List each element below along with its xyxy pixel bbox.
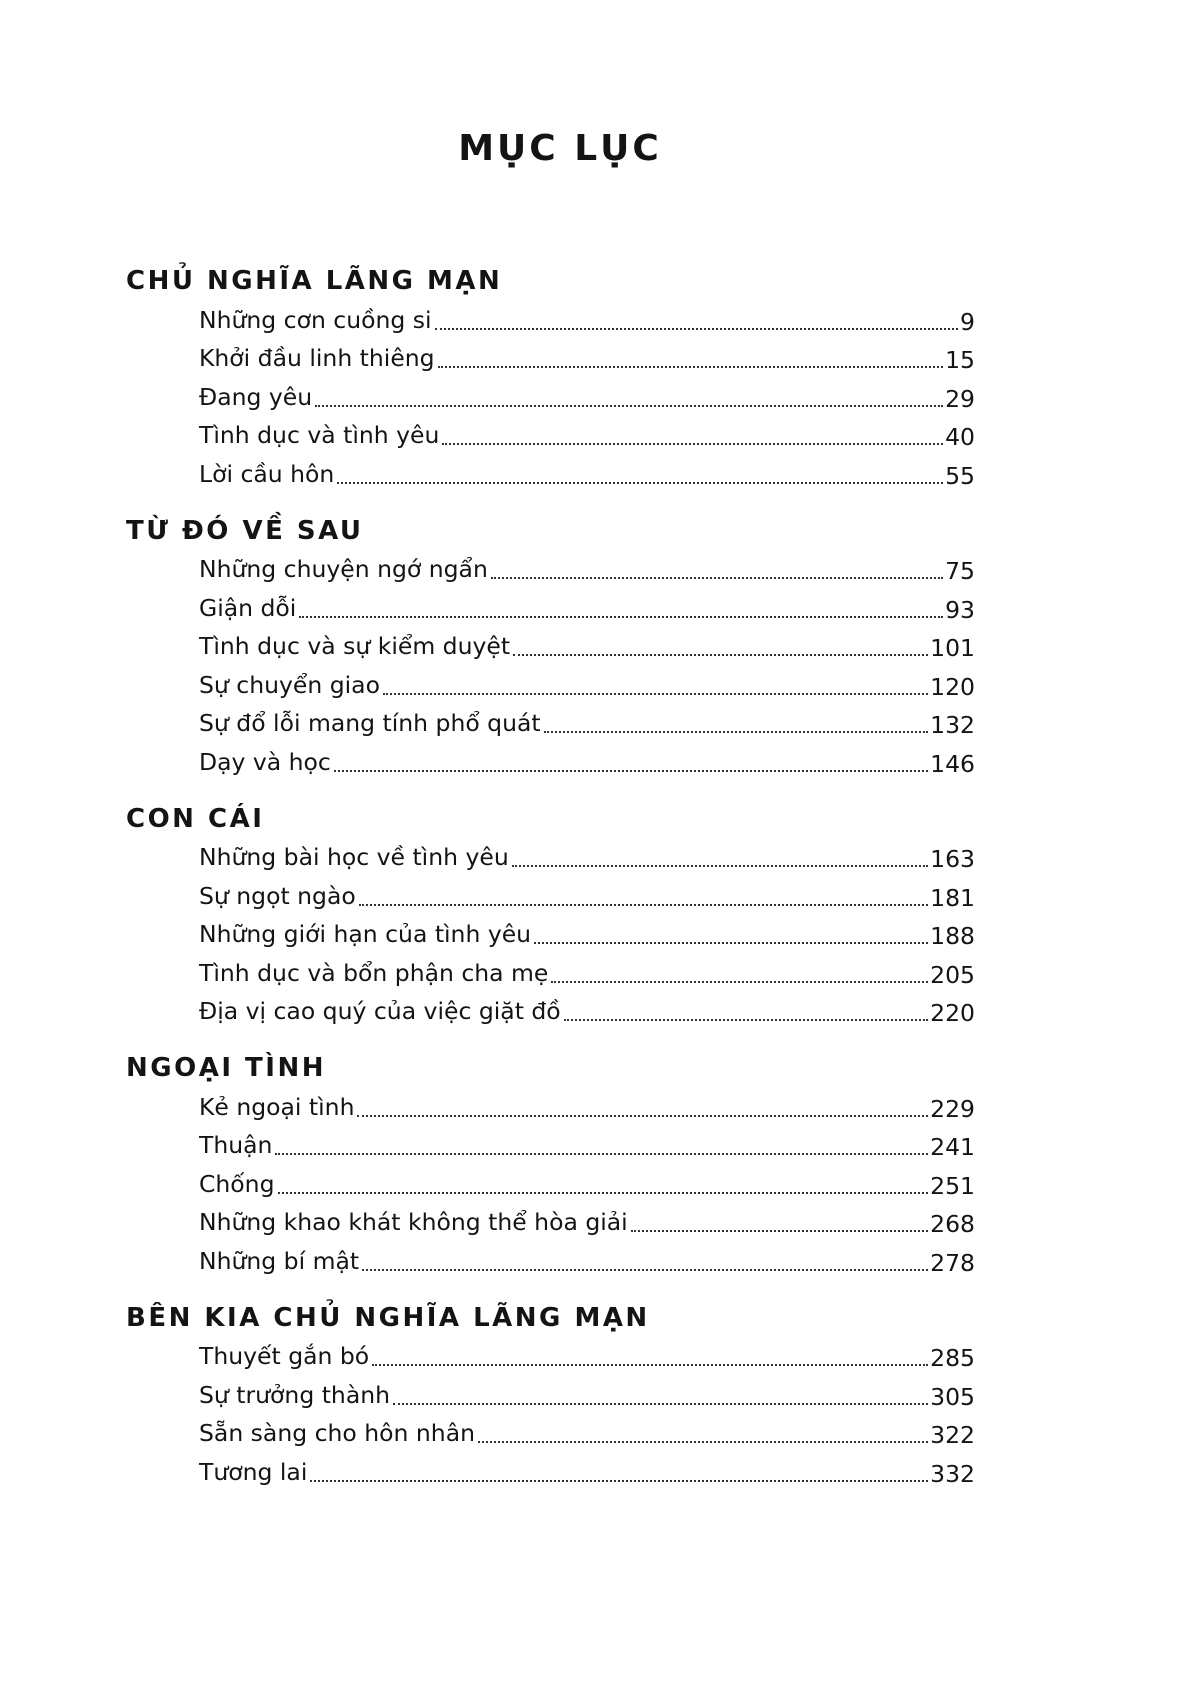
dot-leader — [357, 1115, 928, 1117]
toc-entry[interactable] — [199, 914, 975, 953]
entry-title: Khởi đầu linh thiêng — [199, 344, 435, 372]
toc-entry[interactable] — [199, 875, 975, 914]
entry-title: Giận dỗi — [199, 593, 297, 622]
toc-entry[interactable] — [199, 837, 975, 876]
toc-entry[interactable] — [199, 626, 975, 665]
dot-leader — [278, 1192, 929, 1194]
dot-leader — [534, 942, 928, 944]
toc-section — [126, 514, 976, 780]
toc-entry[interactable] — [199, 1240, 975, 1279]
toc-entry[interactable] — [199, 587, 975, 626]
entry-page-number: 229 — [930, 1094, 975, 1123]
entry-title: Tình dục và tình yêu — [199, 421, 440, 449]
entry-page-number: 181 — [930, 883, 975, 912]
entry-page-number: 40 — [945, 423, 975, 451]
toc-entry[interactable] — [199, 1086, 975, 1125]
dot-leader — [359, 904, 928, 906]
entry-title: Lời cầu hôn — [199, 459, 335, 488]
toc-section — [126, 1301, 976, 1490]
toc-entry[interactable] — [199, 741, 975, 780]
entry-title: Đang yêu — [199, 382, 313, 411]
entry-page-number: 101 — [930, 634, 975, 662]
dot-leader — [310, 1480, 928, 1482]
dot-leader — [393, 1403, 928, 1405]
entry-title: Những bài học về tình yêu — [199, 843, 509, 871]
entry-page-number: 322 — [930, 1421, 975, 1449]
dot-leader — [315, 405, 943, 407]
dot-leader — [551, 981, 928, 983]
entry-page-number: 146 — [930, 749, 975, 778]
toc-entry[interactable] — [199, 1374, 975, 1413]
section-title: NGOẠI TÌNH — [126, 1053, 326, 1083]
toc-entry[interactable] — [199, 1336, 975, 1375]
entry-page-number: 93 — [945, 595, 975, 624]
section-title: CON CÁI — [126, 803, 265, 834]
entry-page-number: 120 — [930, 672, 975, 701]
dot-leader — [299, 616, 943, 618]
toc-entry[interactable] — [199, 299, 975, 338]
toc-entry[interactable] — [199, 952, 975, 991]
entry-page-number: 241 — [930, 1133, 975, 1161]
entry-page-number: 305 — [930, 1382, 975, 1411]
entry-title: Kẻ ngoại tình — [199, 1092, 355, 1121]
toc-entry[interactable] — [199, 1163, 975, 1202]
toc-entry[interactable] — [199, 415, 975, 454]
dot-leader — [372, 1364, 928, 1366]
toc-entry[interactable] — [199, 703, 975, 742]
toc-entry[interactable] — [199, 376, 975, 415]
table-of-contents — [126, 264, 976, 1512]
section-title: CHỦ NGHĨA LÃNG MẠN — [126, 266, 503, 296]
dot-leader — [337, 482, 943, 484]
entry-page-number: 268 — [930, 1210, 975, 1238]
entry-title: Dạy và học — [199, 747, 331, 776]
entry-page-number: 188 — [930, 922, 975, 950]
toc-entry[interactable] — [199, 549, 975, 588]
entry-page-number: 285 — [930, 1344, 975, 1372]
toc-section — [126, 1051, 976, 1279]
dot-leader — [564, 1019, 928, 1021]
dot-leader — [512, 865, 928, 867]
entry-title: Tương lai — [199, 1457, 308, 1486]
toc-entry[interactable] — [199, 991, 975, 1030]
dot-leader — [513, 654, 928, 656]
entry-page-number: 220 — [930, 999, 975, 1027]
entry-page-number: 251 — [930, 1171, 975, 1200]
entry-title: Chống — [199, 1169, 275, 1198]
entry-page-number: 278 — [930, 1248, 975, 1277]
entry-page-number: 15 — [945, 346, 975, 374]
dot-leader — [478, 1441, 928, 1443]
entry-title: Những cơn cuồng si — [199, 305, 432, 334]
toc-entry[interactable] — [199, 1125, 975, 1164]
entry-title: Những bí mật — [199, 1246, 360, 1275]
entry-page-number: 132 — [930, 711, 975, 739]
entry-page-number: 332 — [930, 1459, 975, 1488]
dot-leader — [334, 770, 928, 772]
dot-leader — [383, 693, 928, 695]
entry-title: Sự trưởng thành — [199, 1380, 391, 1409]
section-title: BÊN KIA CHỦ NGHĨA LÃNG MẠN — [126, 1302, 650, 1333]
entry-title: Sự đổ lỗi mang tính phổ quát — [199, 709, 541, 737]
entry-page-number: 75 — [945, 557, 975, 585]
entry-title: Thuyết gắn bó — [199, 1342, 370, 1370]
dot-leader — [442, 443, 943, 445]
dot-leader — [275, 1153, 928, 1155]
page-title: MỤC LỤC — [458, 128, 662, 169]
entry-title: Sự ngọt ngào — [199, 881, 356, 910]
dot-leader — [631, 1230, 928, 1232]
entry-title: Địa vị cao quý của việc giặt đồ — [199, 997, 561, 1025]
toc-section — [126, 802, 976, 1030]
dot-leader — [544, 731, 929, 733]
entry-title: Những giới hạn của tình yêu — [199, 920, 532, 948]
section-title: TỪ ĐÓ VỀ SAU — [126, 515, 364, 546]
dot-leader — [362, 1269, 928, 1271]
entry-title: Tình dục và bổn phận cha mẹ — [199, 958, 549, 987]
toc-entry[interactable] — [199, 453, 975, 492]
entry-title: Thuận — [199, 1131, 273, 1159]
toc-entry[interactable] — [199, 338, 975, 377]
entry-title: Những khao khát không thể hòa giải — [199, 1208, 628, 1236]
toc-entry[interactable] — [199, 1413, 975, 1452]
entry-title: Những chuyện ngớ ngẩn — [199, 555, 488, 583]
toc-section — [126, 264, 976, 492]
entry-page-number: 55 — [945, 461, 975, 490]
dot-leader — [435, 328, 958, 330]
dot-leader — [491, 577, 943, 579]
entry-title: Sự chuyển giao — [199, 670, 380, 699]
toc-entry[interactable] — [199, 1202, 975, 1241]
toc-entry[interactable] — [199, 1451, 975, 1490]
entry-page-number: 9 — [960, 307, 975, 336]
dot-leader — [438, 366, 944, 368]
entry-page-number: 163 — [930, 845, 975, 873]
entry-title: Tình dục và sự kiểm duyệt — [199, 632, 511, 660]
toc-entry[interactable] — [199, 664, 975, 703]
entry-title: Sẵn sàng cho hôn nhân — [199, 1419, 475, 1447]
entry-page-number: 29 — [945, 384, 975, 413]
entry-page-number: 205 — [930, 960, 975, 989]
